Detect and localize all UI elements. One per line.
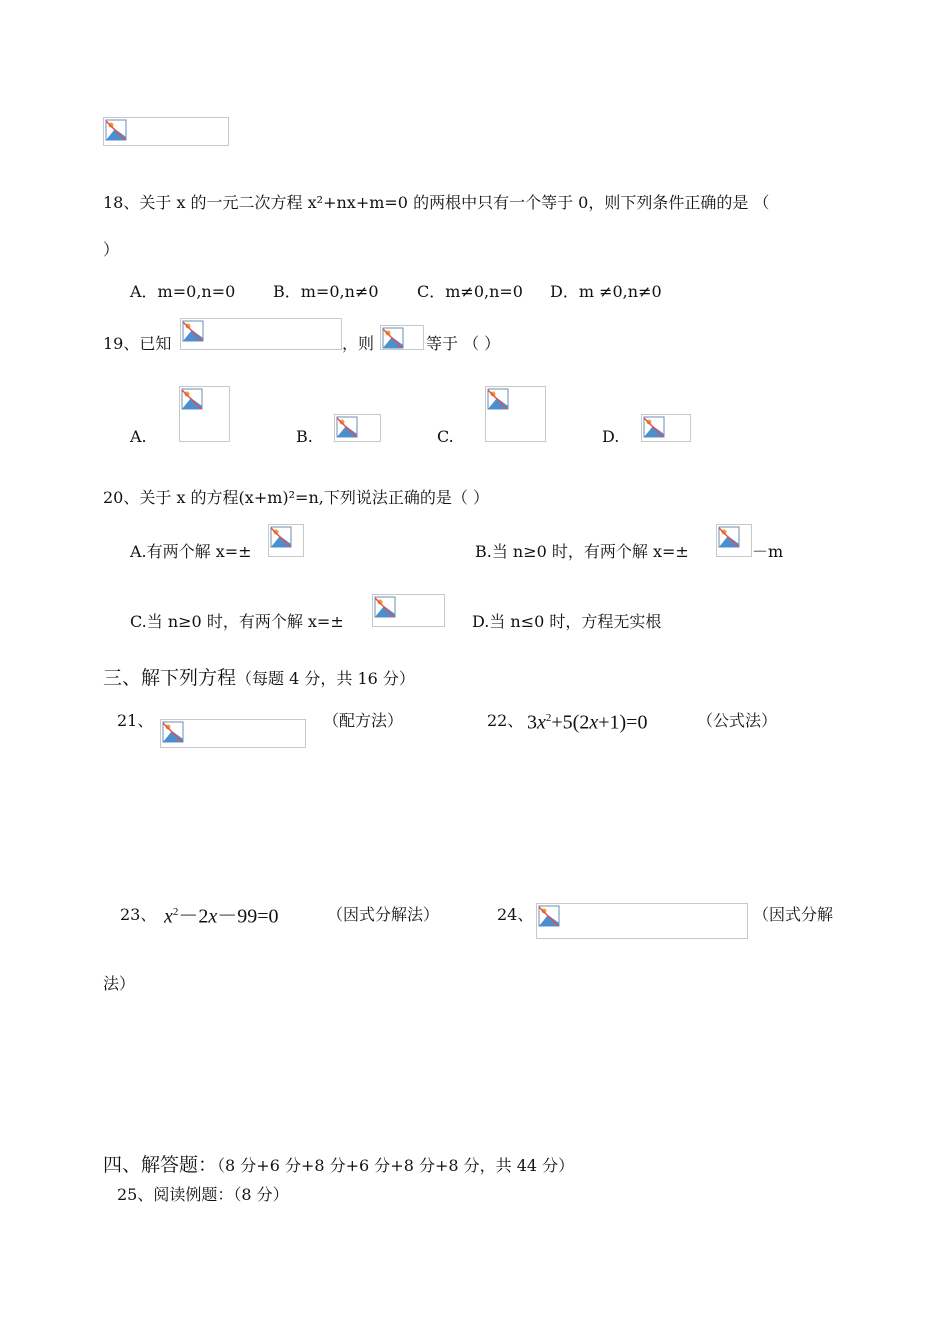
broken-image-icon [105,119,127,141]
q24-equation-image [536,903,748,939]
q22-eq-end: +1)=0 [598,711,648,734]
section3-title: 三、解下列方程 [103,667,237,689]
q22-eq-x: x [537,711,546,734]
broken-image-icon [643,416,665,438]
q19-option-b-label: B. [296,427,313,446]
q20-option-a: A.有两个解 x=± [130,542,252,561]
q18-option-c: C．m≠0,n=0 [417,282,523,301]
broken-image-icon [718,526,740,548]
q19-formula-image [180,318,342,350]
q20-stem: 20、关于 x 的方程(x+m)²=n,下列说法正确的是（ ） [103,488,489,507]
q24-method: （因式分解 [753,905,834,924]
q19-option-d-label: D. [602,427,620,446]
q22-eq-coef: 3 [527,711,537,734]
q23-eq-mid: －2 [178,905,209,928]
q23-eq-x2: x [208,905,218,928]
q20-option-c: C.当 n≥0 时，有两个解 x=± [130,612,344,631]
q23-number: 23、 [120,905,157,924]
q22-eq-x2: x [589,711,599,734]
q23-eq-x: x [164,905,173,928]
q21-equation-image [160,719,306,748]
q18-stem-end: ） [103,240,120,259]
q20-option-b: B.当 n≥0 时，有两个解 x=± [475,542,689,561]
broken-image-icon [382,327,404,349]
broken-image-icon [181,388,203,410]
q22-number: 22、 [487,711,524,730]
broken-image-icon [182,320,204,342]
q20-option-b-image [716,524,752,557]
q23-method: （因式分解法） [327,905,440,924]
broken-image-icon [374,596,396,618]
q24-method-end: 法） [103,974,136,993]
q24-number: 24、 [497,905,534,924]
section4-note: （8 分+6 分+8 分+6 分+8 分+8 分，共 44 分） [217,1156,575,1175]
q20-option-d: D.当 n≤0 时，方程无实根 [472,612,662,631]
q22-eq-mid: +5(2 [551,711,590,734]
broken-image-icon [487,388,509,410]
q19-option-c-image [485,386,546,442]
q19-mid: ，则 [342,334,375,353]
section3-heading [103,668,415,689]
q19-option-a-image [179,386,230,442]
q22-method: （公式法） [697,711,778,730]
q25-text: 25、阅读例题：（8 分） [117,1185,289,1204]
section4-title: 四、解答题： [103,1154,218,1176]
formula-image-top [103,117,229,146]
q19-option-a-label: A. [130,427,147,446]
broken-image-icon [336,416,358,438]
q23-equation: $x^2-2x-99=0$ [164,905,279,928]
q20-option-b-tail: －m [752,542,784,561]
q19-option-b-image [334,414,381,442]
q19-expression-image [380,325,424,350]
q21-method: （配方法） [323,711,404,730]
q21-number: 21、 [117,711,154,730]
q22-equation: $3x^2+5(2x+1)=0$ [527,711,648,734]
q19-prefix: 19、已知 [103,334,172,353]
q18-option-a: A．m=0,n=0 [130,282,236,301]
q19-option-d-image [641,414,691,442]
broken-image-icon [162,721,184,743]
section4-heading [103,1155,574,1176]
broken-image-icon [538,905,560,927]
broken-image-icon [270,526,292,548]
q20-option-a-image [268,524,304,557]
section3-note: （每题 4 分，共 16 分） [236,669,415,688]
q18-stem: 18、关于 x 的一元二次方程 x²+nx+m=0 的两根中只有一个等于 0，则下列条件正确的是 （ [103,193,770,212]
q18-option-b: B．m=0,n≠0 [273,282,379,301]
q19-option-c-label: C. [437,427,454,446]
q18-option-d: D．m ≠0,n≠0 [550,282,662,301]
q20-option-c-image [372,594,445,627]
q19-suffix: 等于 （ ） [426,334,501,353]
q23-eq-end: －99=0 [217,905,279,928]
